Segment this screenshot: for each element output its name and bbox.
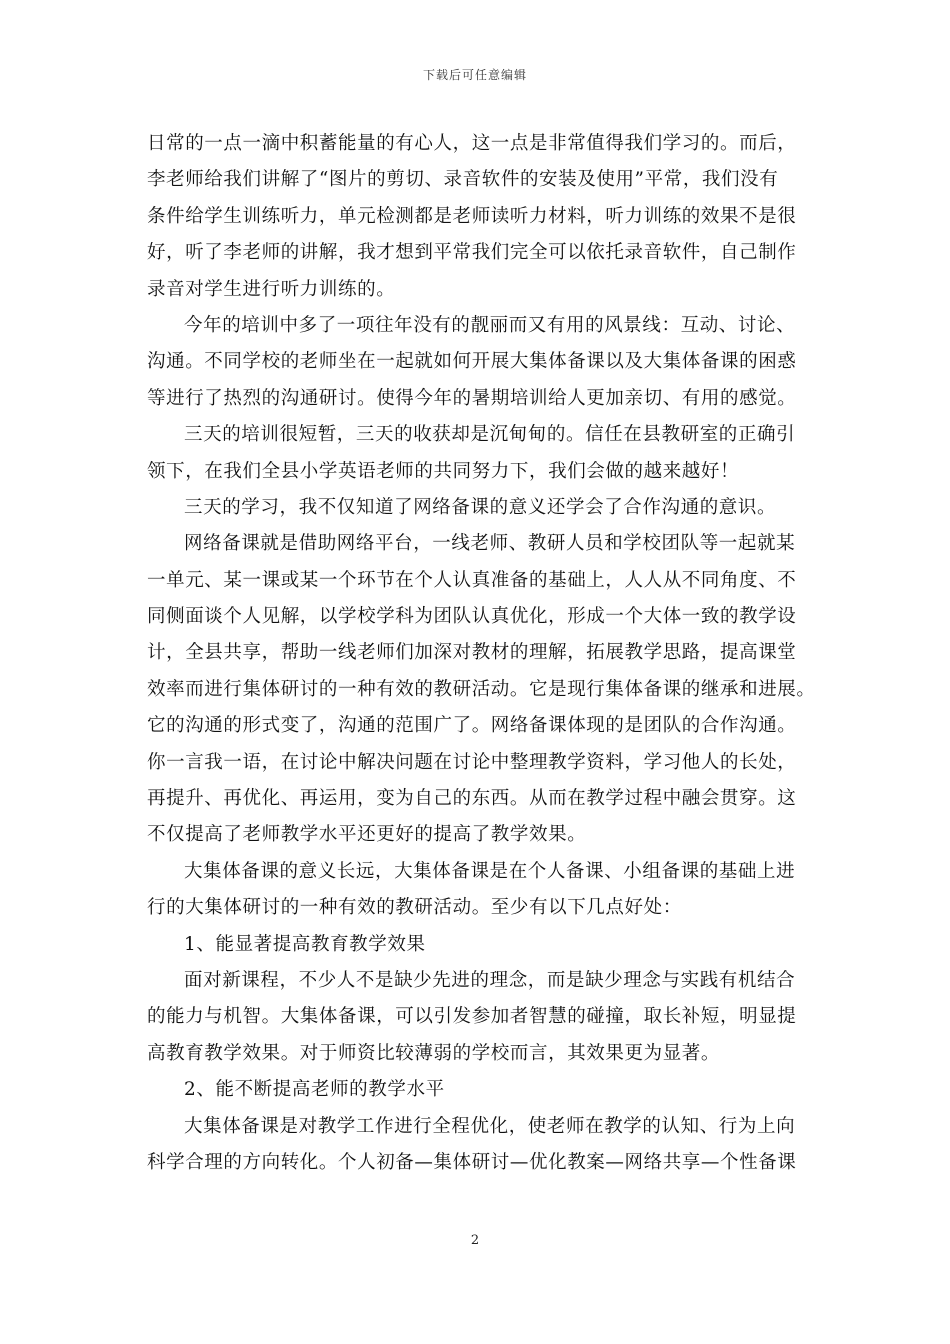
text-line: 面对新课程，不少人不是缺少先进的理念，而是缺少理念与实践有机结合 [184,969,796,991]
text-line: 今年的培训中多了一项往年没有的靓丽而又有用的风景线：互动、讨论、 [184,314,796,336]
text-line: 再提升、再优化、再运用，变为自己的东西。从而在教学过程中融会贯穿。这 [147,788,797,810]
text-line: 条件给学生训练听力，单元检测都是老师读听力材料，听力训练的效果不是很 [147,205,797,227]
text-line: 行的大集体研讨的一种有效的教研活动。至少有以下几点好处： [147,897,682,919]
text-line: 科学合理的方向转化。个人初备—集体研讨—优化教案—网络共享—个性备课 [147,1151,797,1173]
text-line: 大集体备课是对教学工作进行全程优化，使老师在教学的认知、行为上向 [184,1115,796,1137]
text-line: 三天的培训很短暂，三天的收获却是沉甸甸的。信任在县教研室的正确引 [184,424,796,446]
text-line: 你一言我一语，在讨论中解决问题在讨论中整理教学资料，学习他人的长处， [147,751,797,773]
text-line: 一单元、某一课或某一个环节在个人认真准备的基础上，人人从不同角度、不 [147,569,797,591]
page-number: 2 [470,1233,480,1248]
text-line: 领下，在我们全县小学英语老师的共同努力下，我们会做的越来越好！ [147,460,740,482]
document-body [147,126,816,1181]
text-line: 日常的一点一滴中积蓄能量的有心人，这一点是非常值得我们学习的。而后， [147,133,797,154]
text-line: 1、能显著提高教育教学效果 [184,933,426,955]
text-line: 的能力与机智。大集体备课，可以引发参加者智慧的碰撞，取长补短，明显提 [147,1006,797,1028]
text-line: 大集体备课的意义长远，大集体备课是在个人备课、小组备课的基础上进 [184,860,796,882]
text-line: 高教育教学效果。对于师资比较薄弱的学校而言，其效果更为显著。 [147,1042,721,1064]
text-line: 它的沟通的形式变了，沟通的范围广了。网络备课体现的是团队的合作沟通。 [147,715,797,737]
text-line: 不仅提高了老师教学水平还更好的提高了教学效果。 [147,824,587,846]
text-line: 李老师给我们讲解了“图片的剪切、录音软件的安装及使用”平常，我们没有 [147,169,779,191]
text-line: 沟通。不同学校的老师坐在一起就如何开展大集体备课以及大集体备课的困惑 [147,351,797,373]
text-line: 效率而进行集体研讨的一种有效的教研活动。它是现行集体备课的继承和进展。 [147,678,816,700]
text-line: 等进行了热烈的沟通研讨。使得今年的暑期培训给人更加亲切、有用的感觉。 [147,387,797,409]
text-line: 好，听了李老师的讲解，我才想到平常我们完全可以依托录音软件，自己制作 [147,242,797,264]
text-line: 三天的学习，我不仅知道了网络备课的意义还学会了合作沟通的意识。 [184,496,777,518]
text-line: 同侧面谈个人见解，以学校学科为团队认真优化，形成一个大体一致的教学设 [147,606,797,628]
text-line: 计，全县共享，帮助一线老师们加深对教材的理解，拓展教学思路，提高课堂 [147,642,797,664]
page-header: 下载后可任意编辑 [422,68,527,82]
text-line: 2、能不断提高老师的教学水平 [184,1079,445,1101]
text-line: 网络备课就是借助网络平台，一线老师、教研人员和学校团队等一起就某 [184,533,796,555]
text-line: 录音对学生进行听力训练的。 [147,278,396,300]
